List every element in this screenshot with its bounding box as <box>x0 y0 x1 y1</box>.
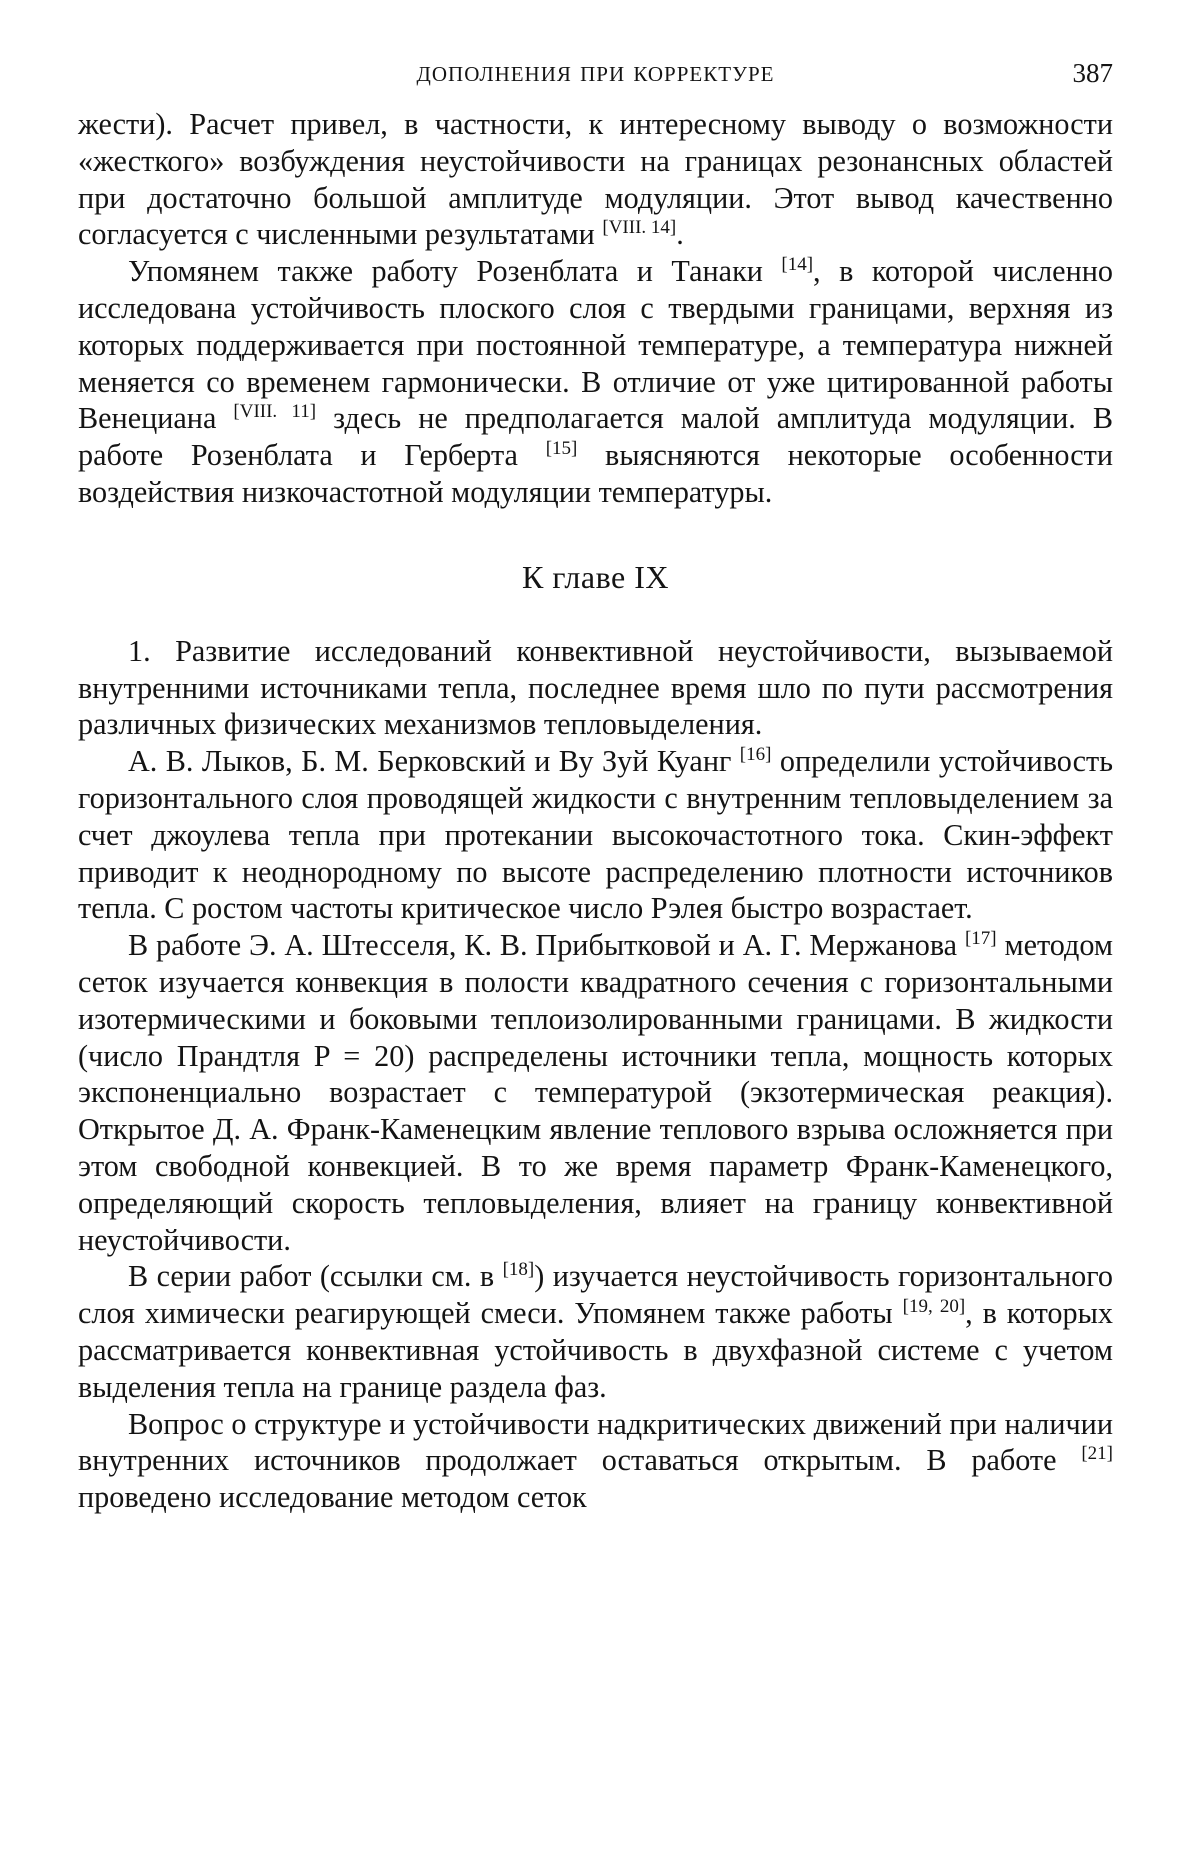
text-run: Упомянем также работу Розенблата и Танаки <box>128 254 782 289</box>
text-run: , в которых рассматривается конвективная устойчивость в двухфазной системе с учетом выделения тепла на границе раздела фаз. <box>78 1296 1113 1404</box>
text-run: 1. Развитие исследований конвективной неустойчивости, вызываемой внутренними источниками тепла, последнее время шло по пути рассмотрения различных физических механизмов тепловыделения. <box>78 633 1113 742</box>
paragraph <box>78 927 1113 1258</box>
text-run: . <box>676 217 684 252</box>
citation-ref: [19, 20] <box>902 1296 966 1318</box>
citation-ref: [15] <box>545 438 578 460</box>
page-header <box>78 58 1113 106</box>
body-text <box>78 106 1113 1516</box>
text-run: проведено исследование методом сеток <box>78 1480 587 1515</box>
text-run: методом сеток изучается конвекция в полости квадратного сечения с горизонтальными изотермическими и боковыми теплоизолированными границами. В жидкости (число Прандтля P = 20) распределены источники тепла, мощность которых экспоненциально возрастает с температурой (экзотермическая реакция). Открытое Д. А. Франк-Каменецким явление теплового взрыва осложняется при этом свободной конвекцией. В то же время параметр Франк-Каменецкого, определяющий скорость тепловыделения, влияет на границу конвективной неустойчивости. <box>78 928 1113 1257</box>
citation-ref: [VIII. 11] <box>233 401 317 423</box>
text-run: Вопрос о структуре и устойчивости надкритических движений при наличии внутренних источников продолжает оставаться открытым. В работе <box>78 1406 1113 1478</box>
paragraph <box>78 633 1113 743</box>
section-heading: К главе IX <box>522 558 669 595</box>
chapter-ix-section <box>78 633 1113 1516</box>
text-run: выясняются некоторые особенности воздействия низкочастотной модуляции температуры. <box>78 438 1113 509</box>
text-run: жести). Расчет привел, в частности, к интересному выводу о возможности «жесткого» возбуждения неустойчивости на границах резонансных областей при достаточно большой амплитуде модуляции. Этот вывод качественно согласуется с численными результатами <box>78 107 1113 252</box>
citation-ref: [17] <box>964 928 997 950</box>
book-page <box>78 58 1113 1516</box>
paragraph <box>78 106 1113 253</box>
citation-ref: [16] <box>739 744 772 766</box>
text-run: , в которой численно исследована устойчивость плоского слоя с твердыми границами, верхняя из которых поддерживается при постоянной температуре, а температура нижней меняется со временем гармонически. В отличие от уже цитированной работы Венециана <box>78 254 1113 436</box>
section-continuation <box>78 106 1113 511</box>
page-number: 387 <box>1072 58 1113 88</box>
citation-ref: [18] <box>502 1259 535 1281</box>
text-run: ) изучается неустойчивость горизонтального слоя химически реагирующей смеси. Упомянем также работы <box>78 1259 1113 1331</box>
paragraph <box>78 1406 1113 1516</box>
paragraph <box>78 253 1113 511</box>
text-run: определили устойчивость горизонтального слоя проводящей жидкости с внутренним тепловыделением за счет джоулева тепла при протекании высокочастотного тока. Скин-эффект приводит к неоднородному по высоте распределению плотности источников тепла. С ростом частоты критическое число Рэлея быстро возрастает. <box>78 744 1113 926</box>
citation-ref: [14] <box>781 254 814 276</box>
paragraph <box>78 1258 1113 1405</box>
text-run: В работе Э. А. Штесселя, К. В. Прибытковой и А. Г. Мержанова <box>128 928 965 963</box>
citation-ref: [21] <box>1081 1443 1113 1465</box>
citation-ref: [VIII. 14] <box>602 217 677 239</box>
text-run: здесь не предполагается малой амплитуда модуляции. В работе Розенблата и Герберта <box>78 401 1113 473</box>
text-run: В серии работ (ссылки см. в <box>128 1259 503 1294</box>
running-head: ДОПОЛНЕНИЯ ПРИ КОРРЕКТУРЕ <box>416 62 775 86</box>
text-run: А. В. Лыков, Б. М. Берковский и Ву Зуй Куанг <box>128 744 740 779</box>
paragraph <box>78 743 1113 927</box>
